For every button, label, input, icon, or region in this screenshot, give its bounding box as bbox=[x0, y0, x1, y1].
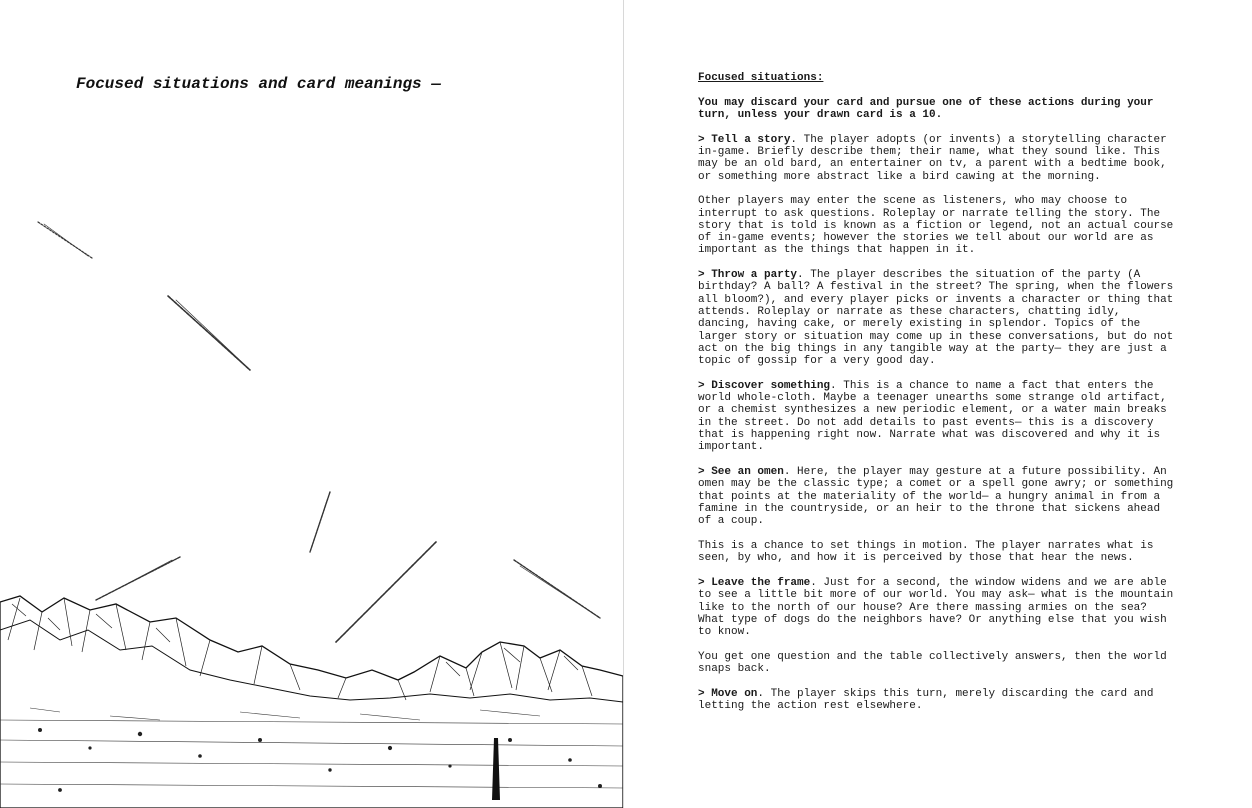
body-move-on: . The player skips this turn, merely discarding the card and letting the action rest elsewhere. bbox=[698, 687, 1154, 713]
comet-5 bbox=[336, 542, 436, 642]
paragraph-one-question bbox=[698, 651, 1176, 676]
paragraph-listeners bbox=[698, 195, 1176, 256]
paragraph-throw-a-party bbox=[698, 269, 1176, 367]
body-one-question: You get one question and the table collectively answers, then the world snaps back. bbox=[698, 650, 1167, 676]
mountain-range bbox=[0, 596, 623, 808]
section-heading: Focused situations: bbox=[698, 72, 824, 84]
body-set-in-motion: This is a chance to set things in motion. The player narrates what is seen, by who, and how it is perceived by those that hear the news. bbox=[698, 539, 1154, 565]
body-leave-the-frame: . Just for a second, the window widens and we are able to see a little bit more of our world. You may ask— what is the mountain like to the north of our house? Are there massing armies on the sea? What type of dogs do the neighbors have? Or anything else that you wish to know. bbox=[698, 576, 1174, 639]
intro-paragraph: You may discard your card and pursue one of these actions during your turn, unless your drawn card is a 10. bbox=[698, 96, 1154, 121]
comet-1 bbox=[38, 222, 92, 258]
right-page bbox=[624, 0, 1252, 808]
comet-streaks bbox=[38, 222, 600, 642]
lead-discover-something: > Discover something bbox=[698, 379, 831, 392]
paragraph-leave-the-frame bbox=[698, 577, 1176, 638]
left-page bbox=[0, 0, 623, 808]
lead-move-on: > Move on bbox=[698, 687, 758, 700]
paragraph-tell-a-story bbox=[698, 134, 1176, 183]
paragraph-set-in-motion bbox=[698, 540, 1176, 565]
comet-6 bbox=[514, 560, 600, 618]
lead-tell-a-story: > Tell a story bbox=[698, 133, 791, 146]
mountain-comet-illustration bbox=[0, 200, 623, 808]
comet-3 bbox=[310, 492, 330, 552]
lead-throw-a-party: > Throw a party bbox=[698, 269, 798, 282]
page-title: Focused situations and card meanings — bbox=[76, 75, 441, 93]
body-discover-something: . This is a chance to name a fact that enters the world whole-cloth. Maybe a teenager unearths some strange old artifact, or a chemist synthesizes a new periodic element, or a water main breaks in the street. Do not add details to past events— this is a discovery that is happening right now. Narrate what was discovered and why it is important. bbox=[698, 379, 1167, 454]
paragraph-move-on bbox=[698, 688, 1176, 713]
comet-4 bbox=[96, 557, 180, 600]
body-see-an-omen: . Here, the player may gesture at a future possibility. An omen may be the classic type; a comet or a spell gone awry; or something that points at the materiality of the world— a hungry animal in from a famine in the countryside, or an heir to the throne that sickens ahead of a coup. bbox=[698, 466, 1174, 528]
lead-see-an-omen: > See an omen bbox=[698, 466, 784, 479]
page-content bbox=[698, 72, 1176, 725]
paragraph-discover-something bbox=[698, 380, 1176, 454]
paragraph-see-an-omen bbox=[698, 466, 1176, 527]
lead-leave-the-frame: > Leave the frame bbox=[698, 576, 811, 589]
comet-2 bbox=[168, 296, 250, 370]
body-throw-a-party: . The player describes the situation of the party (A birthday? A ball? A festival in the street? The spring, when the flowers all bloom?), and every player picks or invents a character or thing that attends. Roleplay or narrate as these characters, chatting idly, dancing, having cake, or merely existing in splendor. Topics of the larger story or situation may come up in these conversations, but do not act on the big things in any tangible way at the party— they are just a topic of gossip for a very good day. bbox=[698, 269, 1174, 368]
body-tell-a-story: . The player adopts (or invents) a storytelling character in-game. Briefly describe them; their name, what they sound like. This may be an old bard, an entertainer on tv, a parent with a bedtime book, or something more abstract like a bird cawing at the morning. bbox=[698, 133, 1167, 183]
body-listeners: Other players may enter the scene as listeners, who may choose to interrupt to ask questions. Roleplay or narrate telling the story. The story that is told is known as a fiction or legend, not an actual course of in-game events; however the stories we tell about our world are as important as the things that happen in it. bbox=[698, 195, 1174, 257]
